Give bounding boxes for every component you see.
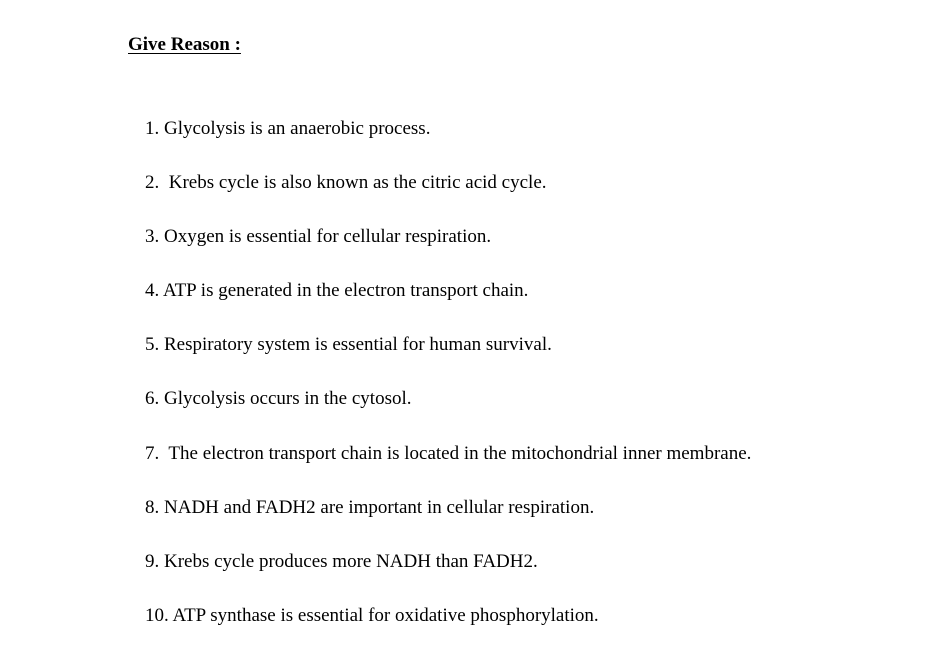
question-item-3: 3. Oxygen is essential for cellular respiration. (145, 226, 492, 248)
question-item-1: 1. Glycolysis is an anaerobic process. (145, 118, 431, 139)
question-item-8: 8. NADH and FADH2 are important in cellular respiration. (145, 496, 595, 518)
question-item-6: 6. Glycolysis occurs in the cytosol. (145, 388, 412, 410)
question-item-10: 10. ATP synthase is essential for oxidative phosphorylation. (145, 604, 599, 626)
page-heading: Give Reason : (128, 34, 241, 55)
question-item-7: 7. The electron transport chain is located in the mitochondrial inner membrane. (145, 442, 752, 464)
question-item-2: 2. Krebs cycle is also known as the citric acid cycle. (145, 172, 547, 194)
question-item-4: 4. ATP is generated in the electron transport chain. (145, 280, 529, 302)
question-item-9: 9. Krebs cycle produces more NADH than FADH2. (145, 550, 538, 572)
question-item-5: 5. Respiratory system is essential for human survival. (145, 334, 552, 356)
question-list (145, 118, 751, 659)
